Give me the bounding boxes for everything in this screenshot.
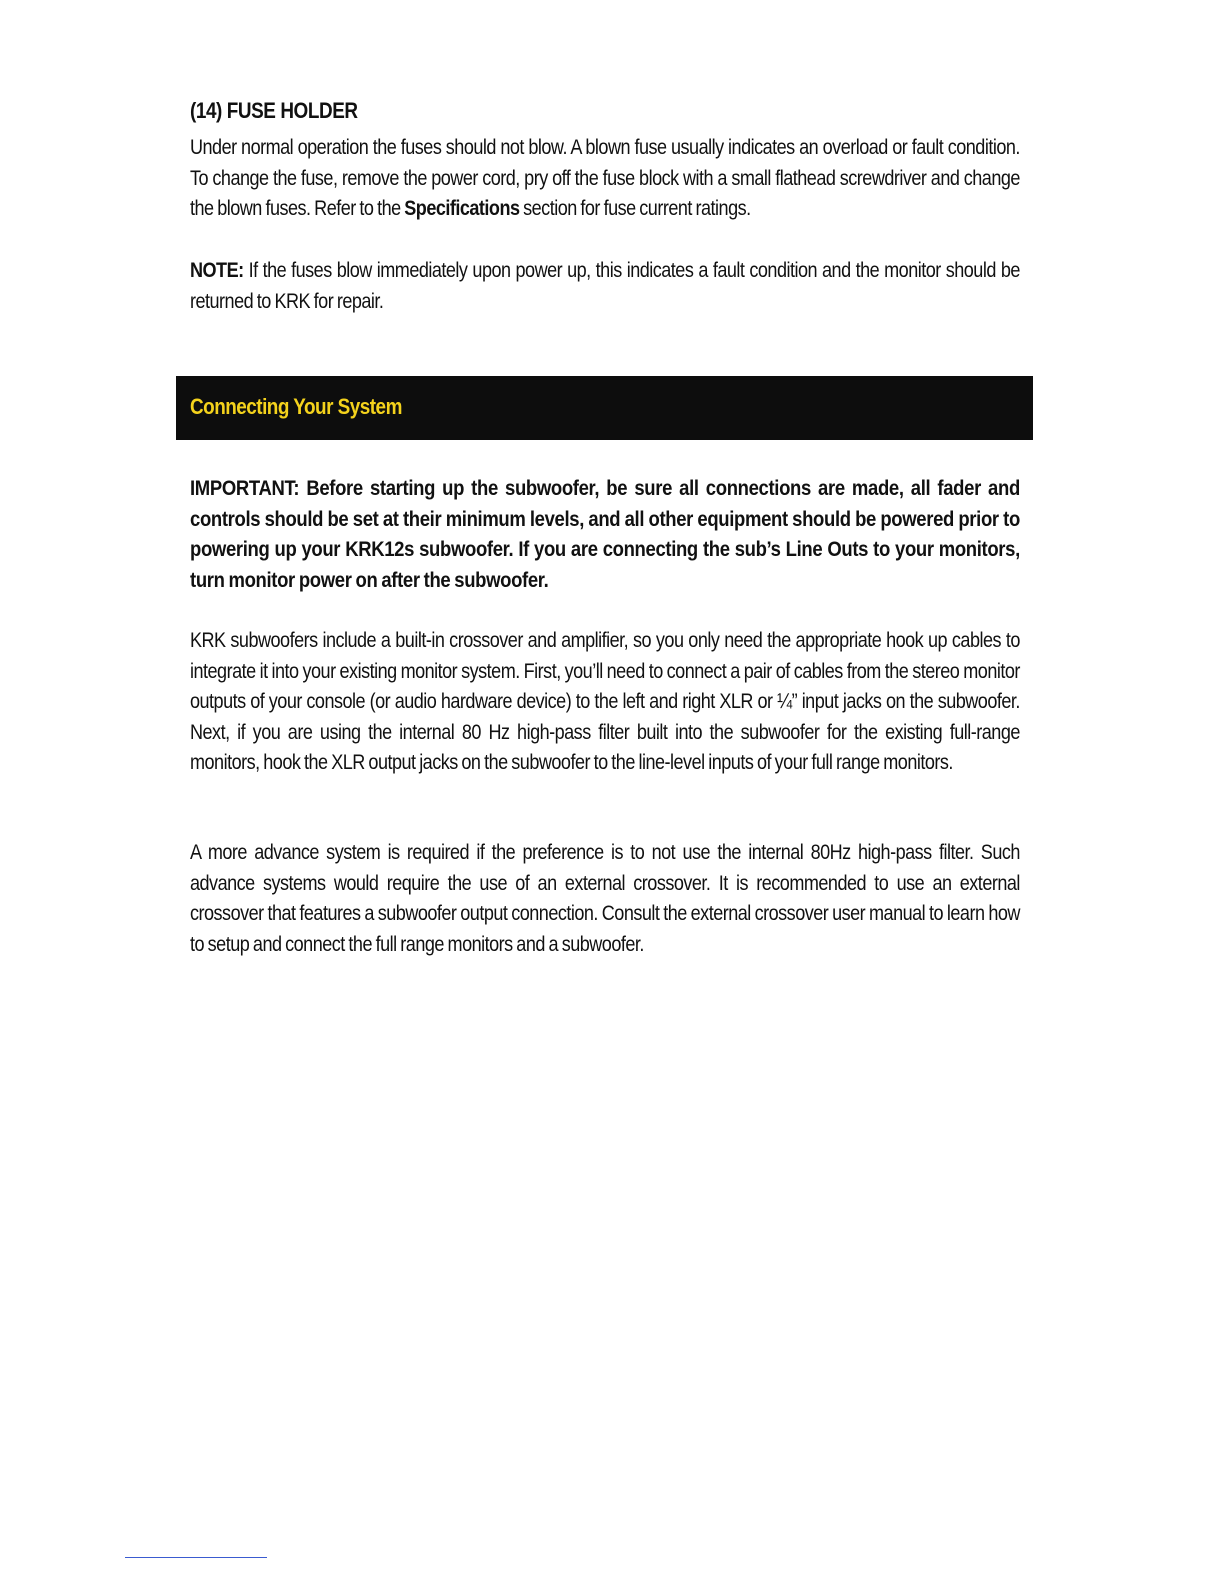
- footnote-divider: [125, 1557, 267, 1558]
- note-text: If the fuses blow immediately upon power up, this indicates a fault condition and the monitor should be returned to KRK for repair.: [190, 259, 1020, 313]
- section-banner: [176, 376, 1033, 440]
- fuse-holder-paragraph: [190, 133, 1020, 225]
- note-label: NOTE:: [190, 259, 244, 282]
- specifications-reference: Specifications: [404, 197, 520, 220]
- section-banner-title: Connecting Your System: [190, 394, 402, 419]
- fuse-paragraph-text-end: section for fuse current ratings.: [519, 197, 751, 220]
- connecting-paragraph-2: A more advance system is required if the preference is to not use the internal 80Hz high-pass filter. Such advance systems would require the use of an external crossover. It is recommended to use an external crossover that features a subwoofer output connection. Consult the external crossover user manual to learn how to setup and connect the full range monitors and a subwoofer.: [190, 841, 1020, 956]
- fuse-holder-heading: (14) FUSE HOLDER: [190, 98, 358, 123]
- important-notice: IMPORTANT: Before starting up the subwoofer, be sure all connections are made, all fader and controls should be set at their minimum levels, and all other equipment should be powered prior to powering up your KRK12s subwoofer. If you are connecting the sub’s Line Outs to your monitors, turn monitor power on after the subwoofer.: [190, 476, 1020, 592]
- connecting-paragraph-1: KRK subwoofers include a built-in crossover and amplifier, so you only need the appropriate hook up cables to integrate it into your existing monitor system. First, you’ll need to connect a pair of cables from the stereo monitor outputs of your console (or audio hardware device) to the left and right XLR or ¼” input jacks on the subwoofer. Next, if you are using the internal 80 Hz high-pass filter built into the subwoofer for the existing full-range monitors, hook the XLR output jacks on the subwoofer to the line-level inputs of your full range monitors.: [190, 629, 1020, 774]
- fuse-note-paragraph: [190, 256, 1020, 317]
- fuse-paragraph-text: Under normal operation the fuses should not blow. A blown fuse usually indicates an overload or fault condition. To change the fuse, remove the power cord, pry off the fuse block with a small flathead screwdriver and change the blown fuses. Refer to the: [190, 136, 1020, 220]
